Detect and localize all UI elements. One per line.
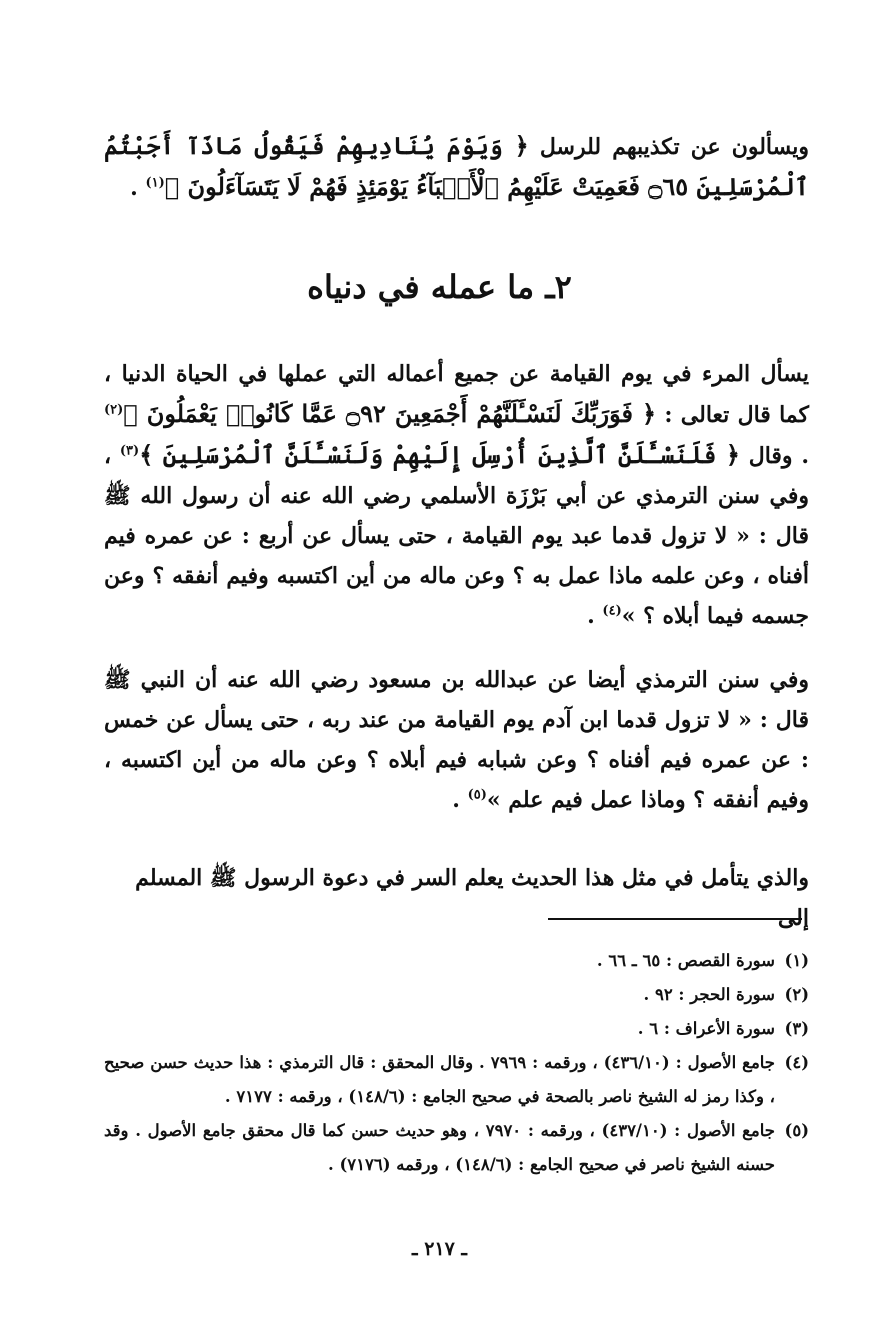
footnote-number: (١) xyxy=(784,951,809,970)
footnote-ref-1: (١) xyxy=(145,175,165,191)
paragraph-1-end: . xyxy=(587,603,603,629)
quran-verse-araf: ﴿ فَلَنَسْـَٔلَنَّ ٱلَّذِينَ أُرْسِلَ إِلَيْهِمْ وَلَنَسْـَٔلَنَّ ٱلْمُرْسَلِينَ ﴾ xyxy=(139,440,740,469)
footnote-number: (٥) xyxy=(784,1121,809,1140)
paragraph-3-text: والذي يتأمل في مثل هذا الحديث يعلم السر في دعوة الرسول ﷺ المسلم إلى xyxy=(135,865,809,931)
footnotes xyxy=(104,944,809,1182)
paragraph-1 xyxy=(104,354,809,636)
quran-verse-hijr: ﴿ فَوَرَبِّكَ لَنَسْـَٔلَنَّهُمْ أَجْمَعِينَ ۝٩٢ عَمَّا كَانُوا۟ يَعْمَلُونَ ﴾ xyxy=(123,399,657,428)
page-number: ـ ٢١٧ ـ xyxy=(412,1238,467,1260)
quran-verse-qasas: ﴿ وَيَوْمَ يُنَادِيهِمْ فَيَقُولُ مَاذَآ أَجَبْتُمُ ٱلْمُرْسَلِينَ ۝٦٥ فَعَمِيَتْ عَلَيْهِمُ ٱلْأَنۢبَآءُ يَوْمَئِذٍ فَهُمْ لَا يَتَسَآءَلُونَ ﴾ xyxy=(104,131,809,201)
footnote-text: جامع الأصول : (٤٣٦/١٠) ، ورقمه : ٧٩٦٩ . وقال المحقق : قال الترمذي : هذا حديث حسن صحيح ، وكذا رمز له الشيخ ناصر بالصحة في صحيح الجامع : (١٤٨/٦) ، ورقمه : ٧١٧٧ . xyxy=(104,1053,776,1106)
section-heading: ٢ـ ما عمله في دنياه xyxy=(307,268,572,306)
footnote-3 xyxy=(104,1012,809,1046)
footnote-number: (٢) xyxy=(784,985,809,1004)
footnote-text: سورة الحجر : ٩٢ . xyxy=(643,985,775,1004)
footnote-ref-4: (٤) xyxy=(602,603,622,619)
footnote-text: جامع الأصول : (٤٣٧/١٠) ، ورقمه : ٧٩٧٠ ، وهو حديث حسن كما قال محقق جامع الأصول . وقد حسنه الشيخ ناصر في صحيح الجامع : (١٤٨/٦) ، ورقمه (٧١٧٦) . xyxy=(104,1121,775,1174)
footnote-number: (٤) xyxy=(784,1053,809,1072)
paragraph-2-text: وفي سنن الترمذي أيضا عن عبدالله بن مسعود رضي الله عنه أن النبي ﷺ قال : « لا تزول قدما ابن آدم يوم القيامة من عند ربه ، حتى يسأل عن خمس : عن عمره فيم أفناه ؟ وعن شبابه فيم أبلاه ؟ وعن ماله من أين اكتسبه ، وفيم أنفقه ؟ وماذا عمل فيم علم » xyxy=(104,667,809,813)
footnote-2 xyxy=(104,978,809,1012)
footnote-text: سورة الأعراف : ٦ . xyxy=(637,1019,775,1038)
paragraph-2-end: . xyxy=(452,787,468,813)
footnote-ref-5: (٥) xyxy=(467,787,487,803)
footnote-ref-2: (٢) xyxy=(104,402,124,418)
paragraph-1-text-b: . وقال xyxy=(739,443,809,469)
paragraph-3 xyxy=(104,858,809,938)
footnote-number: (٣) xyxy=(784,1019,809,1038)
intro-paragraph xyxy=(104,126,809,208)
paragraph-1-text-c: ، وفي سنن الترمذي عن أبي بَرْزَة الأسلمي رضي الله عنه أن رسول الله ﷺ قال : « لا تزول قدما عبد يوم القيامة ، حتى يسأل عن أربع : عن عمره فيم أفناه ، وعن علمه ماذا عمل به ؟ وعن ماله من أين اكتسبه وفيم أنفقه ؟ وعن جسمه فيما أبلاه ؟ » xyxy=(104,443,809,629)
paragraph-1-text-a: يسأل المرء في يوم القيامة عن جميع أعماله التي عملها في الحياة الدنيا ، كما قال تعالى : xyxy=(104,361,810,428)
footnote-1 xyxy=(104,944,809,978)
paragraph-2 xyxy=(104,660,809,820)
intro-end: . xyxy=(130,175,146,201)
footnote-4 xyxy=(104,1046,809,1114)
footnote-5 xyxy=(104,1114,809,1182)
footnote-ref-3: (٣) xyxy=(119,443,140,459)
intro-text: ويسألون عن تكذيبهم للرسل xyxy=(528,134,809,160)
footnote-separator xyxy=(548,918,802,920)
footnote-text: سورة القصص : ٦٥ ـ ٦٦ . xyxy=(596,951,775,970)
